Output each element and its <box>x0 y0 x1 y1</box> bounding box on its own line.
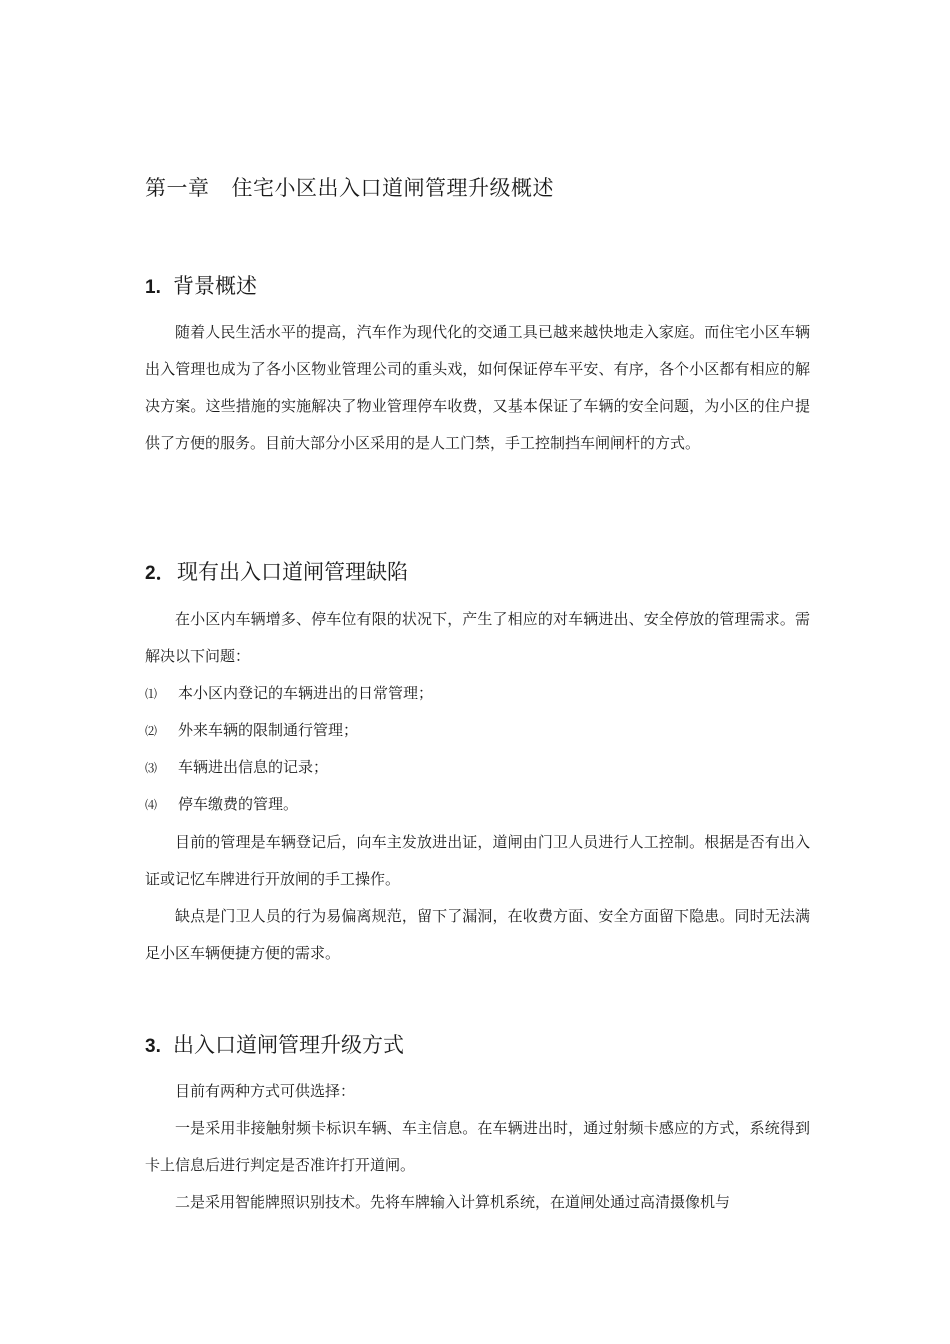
section-number: 2． <box>145 563 175 584</box>
section-3-paragraph-2: 一是采用非接触射频卡标识车辆、车主信息。在车辆进出时，通过射频卡感应的方式，系统得到卡上信息后进行判定是否准许打开道闸。 <box>145 1119 810 1174</box>
section-2-intro: 在小区内车辆增多、停车位有限的状况下，产生了相应的对车辆进出、安全停放的管理需求。需解决以下问题： <box>145 610 810 665</box>
section-title: 出入口道闸管理升级方式 <box>173 1033 404 1057</box>
section-number: 3. <box>145 1036 161 1057</box>
list-item <box>145 712 358 750</box>
section-number: 1. <box>145 277 161 298</box>
chapter-title-text: 住宅小区出入口道闸管理升级概述 <box>231 176 554 200</box>
section-3-paragraph-1: 目前有两种方式可供选择： <box>175 1082 356 1100</box>
section-title: 现有出入口道闸管理缺陷 <box>177 560 408 584</box>
chapter-label: 第一章 <box>145 176 210 200</box>
section-2-heading <box>145 556 408 586</box>
section-3-paragraph-3: 二是采用智能牌照识别技术。先将车牌输入计算机系统，在道闸处通过高清摄像机与 <box>175 1193 731 1211</box>
list-item-text: 停车缴费的管理。 <box>178 795 299 813</box>
list-marker: ⑵ <box>145 724 158 738</box>
list-marker: ⑶ <box>145 761 158 775</box>
section-1-heading <box>145 270 257 300</box>
list-item-text: 外来车辆的限制通行管理； <box>178 721 359 739</box>
list-item-text: 车辆进出信息的记录； <box>178 758 329 776</box>
list-marker: ⑴ <box>145 687 158 701</box>
section-title: 背景概述 <box>173 274 257 298</box>
list-item <box>145 749 328 787</box>
section-1-paragraph-1: 随着人民生活水平的提高，汽车作为现代化的交通工具已越来越快地走入家庭。而住宅小区车辆出入管理也成为了各小区物业管理公司的重头戏，如何保证停车平安、有序，各个小区都有相应的解决方案。这些措施的实施解决了物业管理停车收费，又基本保证了车辆的安全问题，为小区的住户提供了方便的服务。目前大部分小区采用的是人工门禁，手工控制挡车闸闸杆的方式。 <box>145 323 810 452</box>
list-marker: ⑷ <box>145 798 158 812</box>
section-3-heading <box>145 1029 404 1059</box>
section-2-paragraph-2: 缺点是门卫人员的行为易偏离规范，留下了漏洞，在收费方面、安全方面留下隐患。同时无法满足小区车辆便捷方便的需求。 <box>145 907 810 962</box>
list-item-text: 本小区内登记的车辆进出的日常管理； <box>178 684 434 702</box>
chapter-title <box>145 172 554 202</box>
list-item <box>145 675 433 713</box>
list-item <box>145 786 298 824</box>
section-2-paragraph-1: 目前的管理是车辆登记后，向车主发放进出证，道闸由门卫人员进行人工控制。根据是否有出入证或记忆车牌进行开放闸的手工操作。 <box>145 833 810 888</box>
